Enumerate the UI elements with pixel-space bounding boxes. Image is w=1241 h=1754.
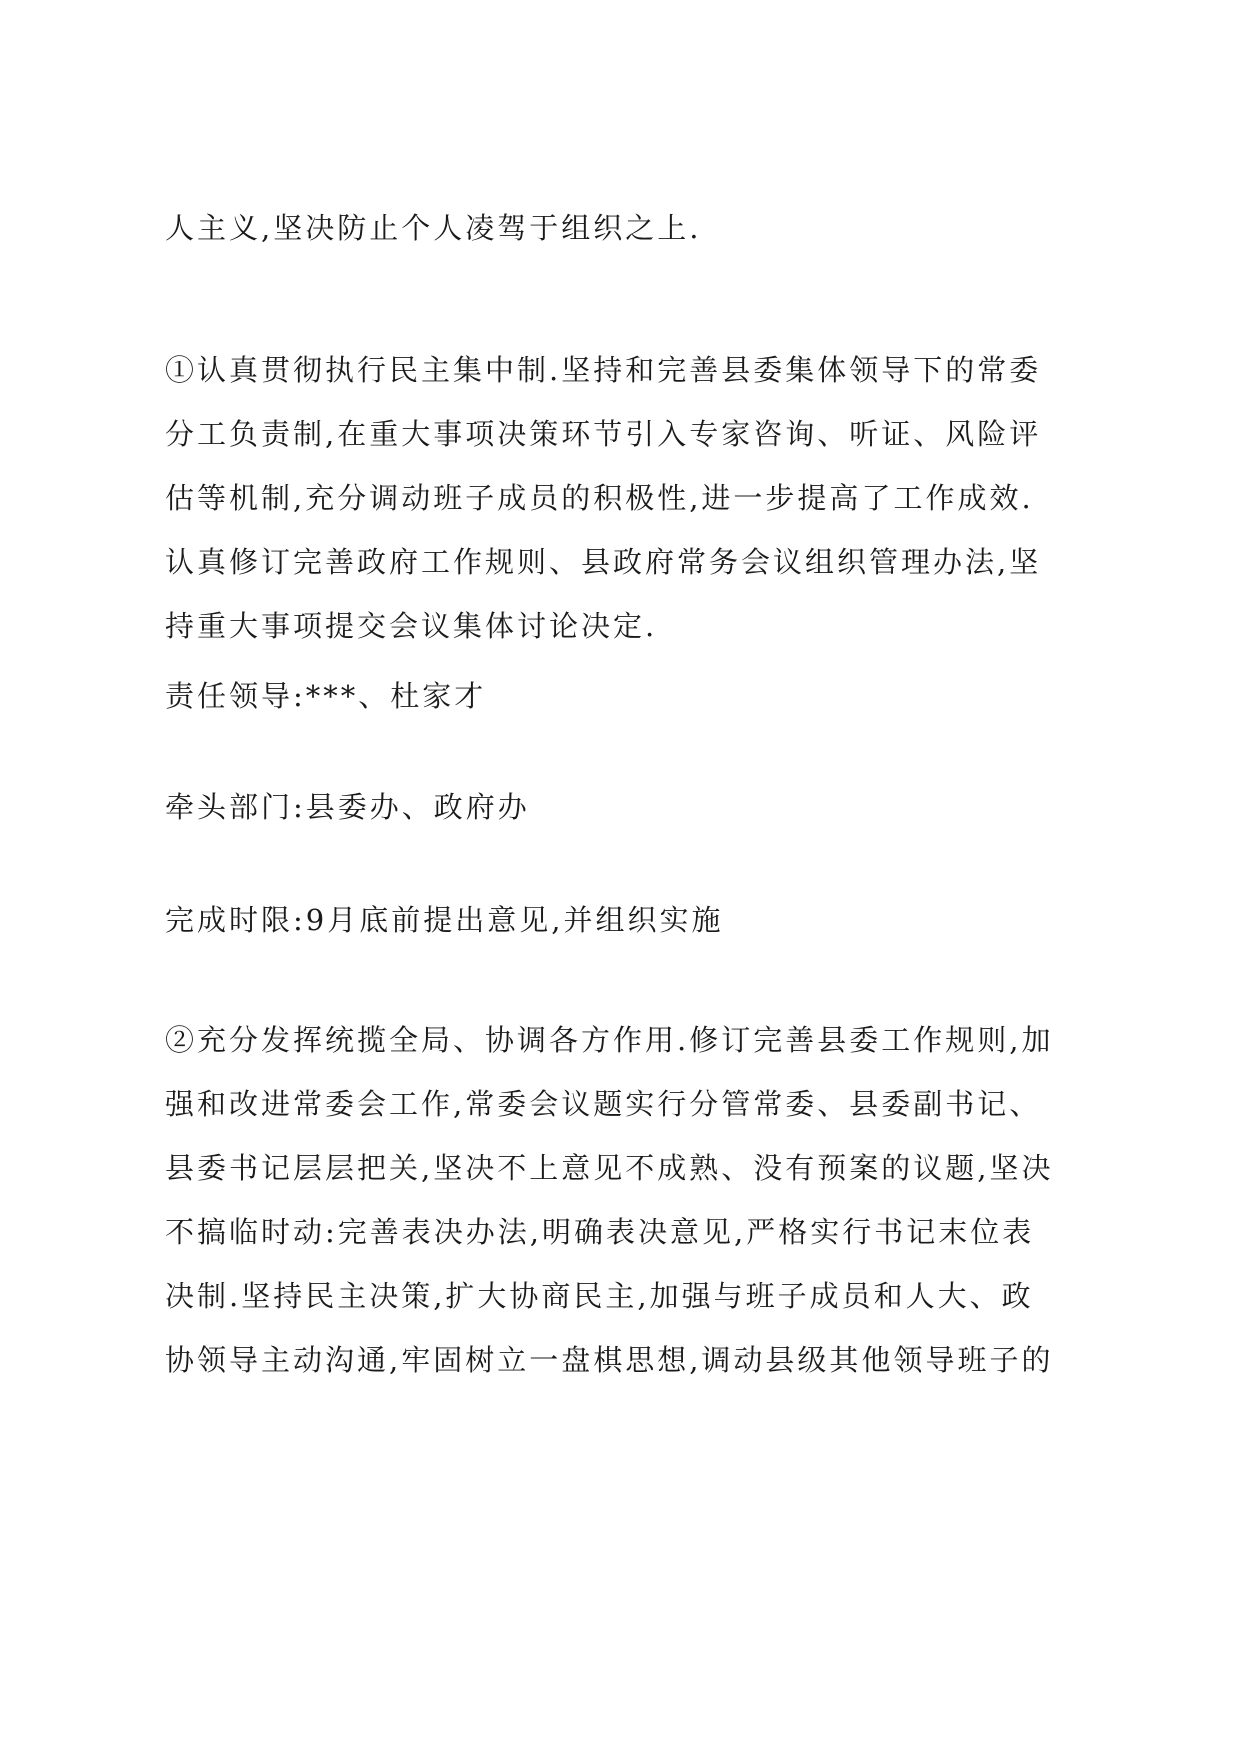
text-line: 强和改进常委会工作,常委会议题实行分管常委、县委副书记、 bbox=[165, 1087, 1042, 1121]
completion-deadline bbox=[165, 888, 1095, 952]
text-line: ①认真贯彻执行民主集中制.坚持和完善县委集体领导下的常委 bbox=[165, 353, 1042, 387]
text-line: 牵头部门:县委办、政府办 bbox=[165, 790, 530, 824]
text-line: 责任领导:***、杜家才 bbox=[165, 679, 487, 713]
text-line: 协领导主动沟通,牢固树立一盘棋思想,调动县级其他领导班子的 bbox=[165, 1343, 1054, 1377]
text-line: 认真修订完善政府工作规则、县政府常务会议组织管理办法,坚 bbox=[165, 545, 1042, 579]
text-line: 人主义,坚决防止个人凌驾于组织之上. bbox=[165, 211, 702, 245]
text-line: 持重大事项提交会议集体讨论决定. bbox=[165, 609, 658, 643]
text-line: ②充分发挥统揽全局、协调各方作用.修订完善县委工作规则,加 bbox=[165, 1023, 1054, 1057]
text-line: 不搞临时动:完善表决办法,明确表决意见,严格实行书记末位表 bbox=[165, 1215, 1035, 1249]
text-line: 分工负责制,在重大事项决策环节引入专家咨询、听证、风险评 bbox=[165, 417, 1042, 451]
text-line: 估等机制,充分调动班子成员的积极性,进一步提高了工作成效. bbox=[165, 481, 1034, 515]
lead-department bbox=[165, 775, 1095, 839]
responsible-leader bbox=[165, 664, 1095, 728]
text-line: 完成时限:9月底前提出意见,并组织实施 bbox=[165, 903, 724, 937]
paragraph-item-2 bbox=[165, 1008, 1095, 1392]
paragraph-intro-continuation bbox=[165, 196, 1095, 260]
paragraph-item-1 bbox=[165, 338, 1095, 658]
text-line: 县委书记层层把关,坚决不上意见不成熟、没有预案的议题,坚决 bbox=[165, 1151, 1054, 1185]
text-line: 决制.坚持民主决策,扩大协商民主,加强与班子成员和人大、政 bbox=[165, 1279, 1034, 1313]
